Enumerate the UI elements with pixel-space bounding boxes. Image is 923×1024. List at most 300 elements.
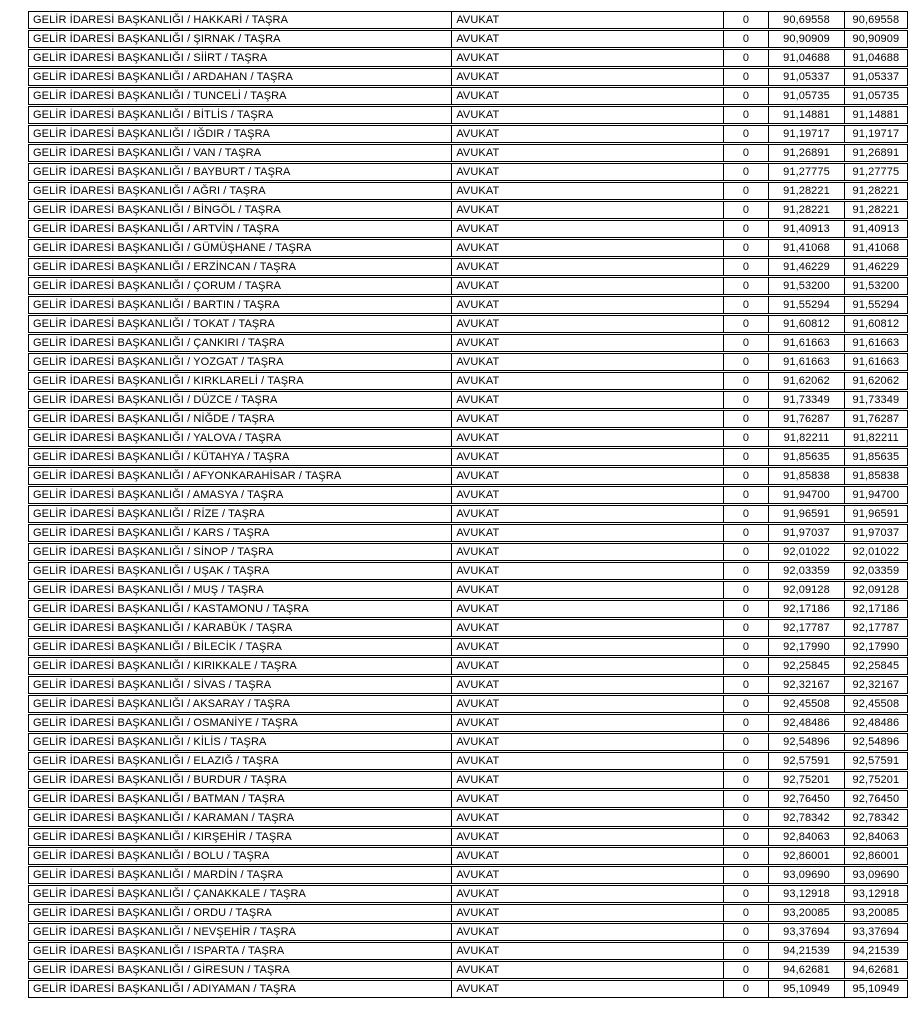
institution-cell: GELİR İDARESİ BAŞKANLIĞI / BURDUR / TAŞRA [33,774,287,786]
score1-cell: 90,90909 [768,31,844,47]
table-row [28,125,908,143]
count-cell: 0 [723,354,769,370]
score1-cell: 95,10949 [768,981,844,997]
table-row [28,543,908,561]
institution-cell: GELİR İDARESİ BAŞKANLIĞI / SİVAS / TAŞRA [33,679,272,691]
count-cell: 0 [723,506,769,522]
score1-cell: 91,61663 [768,335,844,351]
count-cell: 0 [723,563,769,579]
position-cell: AVUKAT [451,221,722,237]
count-cell: 0 [723,411,769,427]
score1-cell: 93,20085 [768,905,844,921]
table-row [28,752,908,770]
count-cell: 0 [723,316,769,332]
score2-cell: 91,55294 [844,297,907,313]
institution-cell: GELİR İDARESİ BAŞKANLIĞI / KİLİS / TAŞRA [33,736,267,748]
table-row [28,600,908,618]
institution-cell: GELİR İDARESİ BAŞKANLIĞI / KIRŞEHİR / TAŞRA [33,831,292,843]
institution-cell: GELİR İDARESİ BAŞKANLIĞI / AĞRI / TAŞRA [33,185,266,197]
position-cell: AVUKAT [451,107,722,123]
position-cell: AVUKAT [451,829,722,845]
institution-cell: GELİR İDARESİ BAŞKANLIĞI / NİĞDE / TAŞRA [33,413,275,425]
score2-cell: 92,86001 [844,848,907,864]
position-cell: AVUKAT [451,601,722,617]
count-cell: 0 [723,88,769,104]
table-row [28,391,908,409]
institution-cell: GELİR İDARESİ BAŞKANLIĞI / GİRESUN / TAŞRA [33,964,290,976]
score1-cell: 91,41068 [768,240,844,256]
position-cell: AVUKAT [451,354,722,370]
count-cell: 0 [723,772,769,788]
score2-cell: 91,96591 [844,506,907,522]
score2-cell: 91,97037 [844,525,907,541]
count-cell: 0 [723,905,769,921]
institution-cell: GELİR İDARESİ BAŞKANLIĞI / RİZE / TAŞRA [33,508,265,520]
institution-cell: GELİR İDARESİ BAŞKANLIĞI / SİNOP / TAŞRA [33,546,274,558]
score2-cell: 92,17186 [844,601,907,617]
count-cell: 0 [723,962,769,978]
score1-cell: 92,54896 [768,734,844,750]
score1-cell: 91,76287 [768,411,844,427]
score1-cell: 93,12918 [768,886,844,902]
table-row [28,410,908,428]
institution-cell: GELİR İDARESİ BAŞKANLIĞI / AMASYA / TAŞRA [33,489,284,501]
position-cell: AVUKAT [451,449,722,465]
table-row [28,201,908,219]
count-cell: 0 [723,164,769,180]
count-cell: 0 [723,297,769,313]
table-row [28,239,908,257]
score1-cell: 91,28221 [768,183,844,199]
position-cell: AVUKAT [451,696,722,712]
count-cell: 0 [723,126,769,142]
institution-cell: GELİR İDARESİ BAŞKANLIĞI / KÜTAHYA / TAŞRA [33,451,290,463]
score1-cell: 92,45508 [768,696,844,712]
table-row [28,277,908,295]
institution-cell: GELİR İDARESİ BAŞKANLIĞI / VAN / TAŞRA [33,147,262,159]
institution-cell: GELİR İDARESİ BAŞKANLIĞI / KASTAMONU / TAŞRA [33,603,309,615]
score2-cell: 92,54896 [844,734,907,750]
score2-cell: 91,82211 [844,430,907,446]
institution-cell: GELİR İDARESİ BAŞKANLIĞI / ORDU / TAŞRA [33,907,272,919]
score1-cell: 93,09690 [768,867,844,883]
table-row [28,372,908,390]
institution-cell: GELİR İDARESİ BAŞKANLIĞI / UŞAK / TAŞRA [33,565,270,577]
score2-cell: 93,37694 [844,924,907,940]
count-cell: 0 [723,107,769,123]
table-row [28,49,908,67]
count-cell: 0 [723,468,769,484]
table-row [28,657,908,675]
score2-cell: 92,09128 [844,582,907,598]
score1-cell: 94,62681 [768,962,844,978]
table-row [28,486,908,504]
score2-cell: 91,04688 [844,50,907,66]
table-row [28,448,908,466]
institution-cell: GELİR İDARESİ BAŞKANLIĞI / YALOVA / TAŞRA [33,432,282,444]
institution-cell: GELİR İDARESİ BAŞKANLIĞI / ERZİNCAN / TAŞRA [33,261,297,273]
score1-cell: 90,69558 [768,12,844,28]
count-cell: 0 [723,221,769,237]
table-row [28,676,908,694]
position-cell: AVUKAT [451,962,722,978]
table-row [28,581,908,599]
score1-cell: 91,05337 [768,69,844,85]
score1-cell: 92,75201 [768,772,844,788]
position-cell: AVUKAT [451,544,722,560]
position-cell: AVUKAT [451,943,722,959]
count-cell: 0 [723,430,769,446]
table-row [28,695,908,713]
score1-cell: 92,17186 [768,601,844,617]
score1-cell: 91,82211 [768,430,844,446]
table-row [28,790,908,808]
count-cell: 0 [723,335,769,351]
position-cell: AVUKAT [451,582,722,598]
count-cell: 0 [723,867,769,883]
score2-cell: 91,61663 [844,354,907,370]
table-row [28,467,908,485]
count-cell: 0 [723,753,769,769]
count-cell: 0 [723,487,769,503]
count-cell: 0 [723,658,769,674]
score1-cell: 91,85838 [768,468,844,484]
score2-cell: 91,76287 [844,411,907,427]
position-cell: AVUKAT [451,88,722,104]
institution-cell: GELİR İDARESİ BAŞKANLIĞI / ÇORUM / TAŞRA [33,280,282,292]
score2-cell: 91,85838 [844,468,907,484]
position-cell: AVUKAT [451,259,722,275]
count-cell: 0 [723,12,769,28]
institution-cell: GELİR İDARESİ BAŞKANLIĞI / GÜMÜŞHANE / TAŞRA [33,242,312,254]
count-cell: 0 [723,183,769,199]
position-cell: AVUKAT [451,468,722,484]
count-cell: 0 [723,392,769,408]
institution-cell: GELİR İDARESİ BAŞKANLIĞI / ÇANAKKALE / TAŞRA [33,888,306,900]
position-cell: AVUKAT [451,753,722,769]
position-cell: AVUKAT [451,316,722,332]
score2-cell: 92,17787 [844,620,907,636]
score2-cell: 91,60812 [844,316,907,332]
score1-cell: 92,32167 [768,677,844,693]
score2-cell: 91,40913 [844,221,907,237]
institution-cell: GELİR İDARESİ BAŞKANLIĞI / BİLECİK / TAŞRA [33,641,282,653]
score2-cell: 93,20085 [844,905,907,921]
score1-cell: 91,53200 [768,278,844,294]
position-cell: AVUKAT [451,981,722,997]
score1-cell: 91,61663 [768,354,844,370]
score1-cell: 91,60812 [768,316,844,332]
institution-cell: GELİR İDARESİ BAŞKANLIĞI / DÜZCE / TAŞRA [33,394,278,406]
count-cell: 0 [723,677,769,693]
table-row [28,144,908,162]
score2-cell: 91,53200 [844,278,907,294]
score1-cell: 92,57591 [768,753,844,769]
score2-cell: 94,21539 [844,943,907,959]
count-cell: 0 [723,715,769,731]
institution-cell: GELİR İDARESİ BAŞKANLIĞI / BİTLİS / TAŞRA [33,109,274,121]
score1-cell: 91,40913 [768,221,844,237]
count-cell: 0 [723,582,769,598]
score-table [28,11,908,999]
score1-cell: 92,76450 [768,791,844,807]
score1-cell: 92,25845 [768,658,844,674]
institution-cell: GELİR İDARESİ BAŞKANLIĞI / BATMAN / TAŞRA [33,793,285,805]
score2-cell: 92,32167 [844,677,907,693]
score1-cell: 94,21539 [768,943,844,959]
institution-cell: GELİR İDARESİ BAŞKANLIĞI / ISPARTA / TAŞRA [33,945,285,957]
position-cell: AVUKAT [451,620,722,636]
score2-cell: 92,03359 [844,563,907,579]
table-row [28,942,908,960]
table-row [28,771,908,789]
institution-cell: GELİR İDARESİ BAŞKANLIĞI / KARAMAN / TAŞRA [33,812,295,824]
count-cell: 0 [723,886,769,902]
score2-cell: 91,94700 [844,487,907,503]
position-cell: AVUKAT [451,183,722,199]
position-cell: AVUKAT [451,715,722,731]
table-row [28,524,908,542]
score1-cell: 92,48486 [768,715,844,731]
institution-cell: GELİR İDARESİ BAŞKANLIĞI / BAYBURT / TAŞRA [33,166,291,178]
table-row [28,980,908,998]
institution-cell: GELİR İDARESİ BAŞKANLIĞI / MARDİN / TAŞRA [33,869,284,881]
table-row [28,220,908,238]
institution-cell: GELİR İDARESİ BAŞKANLIĞI / KIRKLARELİ / TAŞRA [33,375,304,387]
score1-cell: 93,37694 [768,924,844,940]
position-cell: AVUKAT [451,810,722,826]
score1-cell: 91,96591 [768,506,844,522]
institution-cell: GELİR İDARESİ BAŞKANLIĞI / YOZGAT / TAŞRA [33,356,284,368]
score1-cell: 91,27775 [768,164,844,180]
position-cell: AVUKAT [451,924,722,940]
count-cell: 0 [723,848,769,864]
position-cell: AVUKAT [451,31,722,47]
institution-cell: GELİR İDARESİ BAŞKANLIĞI / NEVŞEHİR / TAŞRA [33,926,297,938]
position-cell: AVUKAT [451,164,722,180]
position-cell: AVUKAT [451,791,722,807]
score2-cell: 92,84063 [844,829,907,845]
institution-cell: GELİR İDARESİ BAŞKANLIĞI / KIRIKKALE / TAŞRA [33,660,297,672]
position-cell: AVUKAT [451,335,722,351]
count-cell: 0 [723,829,769,845]
table-row [28,809,908,827]
position-cell: AVUKAT [451,240,722,256]
institution-cell: GELİR İDARESİ BAŞKANLIĞI / TUNCELİ / TAŞRA [33,90,287,102]
institution-cell: GELİR İDARESİ BAŞKANLIĞI / IĞDIR / TAŞRA [33,128,271,140]
position-cell: AVUKAT [451,563,722,579]
institution-cell: GELİR İDARESİ BAŞKANLIĞI / KARABÜK / TAŞRA [33,622,293,634]
table-row [28,296,908,314]
institution-cell: GELİR İDARESİ BAŞKANLIĞI / KARS / TAŞRA [33,527,270,539]
count-cell: 0 [723,981,769,997]
position-cell: AVUKAT [451,525,722,541]
position-cell: AVUKAT [451,772,722,788]
table-row [28,182,908,200]
table-row [28,68,908,86]
score2-cell: 91,19717 [844,126,907,142]
position-cell: AVUKAT [451,506,722,522]
position-cell: AVUKAT [451,430,722,446]
table-row [28,505,908,523]
institution-cell: GELİR İDARESİ BAŞKANLIĞI / AKSARAY / TAŞRA [33,698,291,710]
table-row [28,562,908,580]
table-row [28,258,908,276]
table-row [28,30,908,48]
score2-cell: 92,48486 [844,715,907,731]
score2-cell: 91,28221 [844,183,907,199]
position-cell: AVUKAT [451,848,722,864]
table-row [28,828,908,846]
count-cell: 0 [723,449,769,465]
score1-cell: 92,09128 [768,582,844,598]
position-cell: AVUKAT [451,392,722,408]
score1-cell: 91,26891 [768,145,844,161]
score1-cell: 92,86001 [768,848,844,864]
score1-cell: 92,03359 [768,563,844,579]
position-cell: AVUKAT [451,734,722,750]
count-cell: 0 [723,696,769,712]
table-row [28,904,908,922]
score1-cell: 91,28221 [768,202,844,218]
count-cell: 0 [723,544,769,560]
score2-cell: 91,14881 [844,107,907,123]
score1-cell: 92,01022 [768,544,844,560]
table-row [28,866,908,884]
table-row [28,638,908,656]
score2-cell: 91,05735 [844,88,907,104]
score2-cell: 92,45508 [844,696,907,712]
position-cell: AVUKAT [451,677,722,693]
score2-cell: 91,05337 [844,69,907,85]
position-cell: AVUKAT [451,202,722,218]
score1-cell: 91,62062 [768,373,844,389]
count-cell: 0 [723,278,769,294]
score1-cell: 91,94700 [768,487,844,503]
table-row [28,163,908,181]
score2-cell: 91,73349 [844,392,907,408]
institution-cell: GELİR İDARESİ BAŞKANLIĞI / ADIYAMAN / TAŞRA [33,983,296,995]
score1-cell: 91,85635 [768,449,844,465]
count-cell: 0 [723,810,769,826]
institution-cell: GELİR İDARESİ BAŞKANLIĞI / OSMANİYE / TAŞRA [33,717,298,729]
score1-cell: 91,46229 [768,259,844,275]
institution-cell: GELİR İDARESİ BAŞKANLIĞI / HAKKARİ / TAŞRA [33,14,289,26]
count-cell: 0 [723,202,769,218]
score2-cell: 91,28221 [844,202,907,218]
table-row [28,353,908,371]
position-cell: AVUKAT [451,411,722,427]
institution-cell: GELİR İDARESİ BAŞKANLIĞI / MUŞ / TAŞRA [33,584,264,596]
count-cell: 0 [723,620,769,636]
institution-cell: GELİR İDARESİ BAŞKANLIĞI / BOLU / TAŞRA [33,850,270,862]
score2-cell: 92,75201 [844,772,907,788]
score1-cell: 91,97037 [768,525,844,541]
position-cell: AVUKAT [451,373,722,389]
count-cell: 0 [723,50,769,66]
institution-cell: GELİR İDARESİ BAŞKANLIĞI / TOKAT / TAŞRA [33,318,275,330]
position-cell: AVUKAT [451,297,722,313]
score2-cell: 93,12918 [844,886,907,902]
count-cell: 0 [723,639,769,655]
institution-cell: GELİR İDARESİ BAŞKANLIĞI / SİİRT / TAŞRA [33,52,268,64]
score2-cell: 91,27775 [844,164,907,180]
score1-cell: 91,04688 [768,50,844,66]
table-row [28,885,908,903]
score2-cell: 95,10949 [844,981,907,997]
position-cell: AVUKAT [451,50,722,66]
score1-cell: 91,55294 [768,297,844,313]
score2-cell: 93,09690 [844,867,907,883]
institution-cell: GELİR İDARESİ BAŞKANLIĞI / ARDAHAN / TAŞRA [33,71,293,83]
table-row [28,429,908,447]
institution-cell: GELİR İDARESİ BAŞKANLIĞI / AFYONKARAHİSAR / TAŞRA [33,470,342,482]
score1-cell: 92,78342 [768,810,844,826]
score2-cell: 91,26891 [844,145,907,161]
score1-cell: 91,73349 [768,392,844,408]
position-cell: AVUKAT [451,487,722,503]
score1-cell: 91,05735 [768,88,844,104]
count-cell: 0 [723,373,769,389]
score2-cell: 92,25845 [844,658,907,674]
count-cell: 0 [723,734,769,750]
score1-cell: 92,17787 [768,620,844,636]
count-cell: 0 [723,145,769,161]
score2-cell: 90,90909 [844,31,907,47]
institution-cell: GELİR İDARESİ BAŞKANLIĞI / ARTVİN / TAŞRA [33,223,280,235]
score1-cell: 91,14881 [768,107,844,123]
institution-cell: GELİR İDARESİ BAŞKANLIĞI / ÇANKIRI / TAŞRA [33,337,285,349]
table-row [28,619,908,637]
score2-cell: 92,76450 [844,791,907,807]
score2-cell: 90,69558 [844,12,907,28]
institution-cell: GELİR İDARESİ BAŞKANLIĞI / ELAZIĞ / TAŞRA [33,755,279,767]
position-cell: AVUKAT [451,69,722,85]
score2-cell: 91,46229 [844,259,907,275]
score2-cell: 92,01022 [844,544,907,560]
score1-cell: 92,84063 [768,829,844,845]
score2-cell: 91,41068 [844,240,907,256]
table-row [28,733,908,751]
score2-cell: 91,85635 [844,449,907,465]
position-cell: AVUKAT [451,278,722,294]
count-cell: 0 [723,69,769,85]
score2-cell: 91,61663 [844,335,907,351]
position-cell: AVUKAT [451,886,722,902]
score2-cell: 92,57591 [844,753,907,769]
count-cell: 0 [723,525,769,541]
table-row [28,11,908,29]
table-row [28,923,908,941]
count-cell: 0 [723,240,769,256]
count-cell: 0 [723,791,769,807]
score2-cell: 94,62681 [844,962,907,978]
count-cell: 0 [723,31,769,47]
count-cell: 0 [723,259,769,275]
count-cell: 0 [723,601,769,617]
table-row [28,315,908,333]
institution-cell: GELİR İDARESİ BAŞKANLIĞI / BİNGÖL / TAŞRA [33,204,281,216]
table-row [28,87,908,105]
institution-cell: GELİR İDARESİ BAŞKANLIĞI / BARTIN / TAŞRA [33,299,280,311]
table-row [28,106,908,124]
position-cell: AVUKAT [451,658,722,674]
score2-cell: 91,62062 [844,373,907,389]
position-cell: AVUKAT [451,905,722,921]
position-cell: AVUKAT [451,639,722,655]
count-cell: 0 [723,943,769,959]
position-cell: AVUKAT [451,145,722,161]
